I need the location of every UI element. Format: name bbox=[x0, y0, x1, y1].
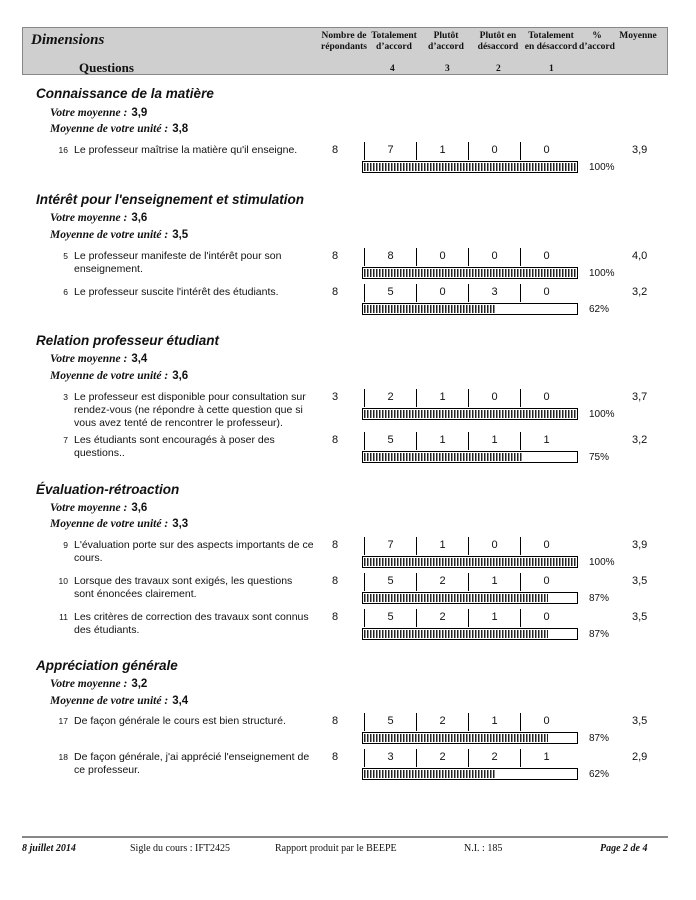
question-number: 3 bbox=[63, 392, 68, 402]
respondent-count: 8 bbox=[331, 715, 339, 727]
footer-course-code: Sigle du cours : IFT2425 bbox=[130, 843, 230, 854]
rather-disagree-count: 1 bbox=[491, 611, 498, 623]
unit-average bbox=[50, 229, 188, 241]
rather-disagree-count-cell bbox=[468, 537, 520, 555]
unit-average bbox=[50, 370, 188, 382]
question-number: 6 bbox=[63, 287, 68, 297]
footer-report-source: Rapport produit par le BEEPE bbox=[275, 843, 397, 854]
totally-disagree-count-cell bbox=[520, 432, 572, 450]
question-number: 11 bbox=[59, 612, 68, 622]
respondent-count: 8 bbox=[331, 575, 339, 587]
totally-agree-count: 3 bbox=[387, 751, 394, 763]
rather-disagree-count: 1 bbox=[491, 575, 498, 587]
unit-average-value: 3,3 bbox=[172, 518, 189, 530]
your-average-value: 3,2 bbox=[131, 678, 148, 690]
your-average-value: 3,6 bbox=[131, 212, 148, 224]
respondent-count: 8 bbox=[331, 144, 339, 156]
totally-agree-count: 8 bbox=[387, 250, 394, 262]
rather-agree-count-cell bbox=[416, 537, 468, 555]
question-row bbox=[0, 391, 696, 431]
percent-agree: 100% bbox=[589, 409, 615, 420]
rather-disagree-count-cell bbox=[468, 248, 520, 266]
totally-disagree-count-cell bbox=[520, 573, 572, 591]
percent-agree: 62% bbox=[589, 769, 610, 780]
totally-agree-count: 2 bbox=[387, 391, 394, 403]
rather-agree-count: 2 bbox=[439, 715, 446, 727]
agreement-bar-fill bbox=[364, 305, 495, 313]
rather-disagree-count-cell bbox=[468, 573, 520, 591]
your-average bbox=[50, 678, 147, 690]
question-row bbox=[0, 539, 696, 579]
totally-disagree-count-cell bbox=[520, 142, 572, 160]
agreement-bar-fill bbox=[364, 453, 523, 461]
your-average bbox=[50, 107, 147, 119]
totally-agree-count-cell bbox=[364, 284, 416, 302]
rather-agree-count-cell bbox=[416, 389, 468, 407]
question-row bbox=[0, 144, 696, 184]
rather-disagree-count: 1 bbox=[491, 434, 498, 446]
unit-average-label: Moyenne de votre unité : bbox=[50, 370, 169, 382]
agreement-bar-fill bbox=[364, 734, 548, 742]
question-mean: 2,9 bbox=[632, 751, 648, 763]
question-row bbox=[0, 286, 696, 326]
totally-disagree-count: 0 bbox=[543, 144, 550, 156]
rather-disagree-count-cell bbox=[468, 749, 520, 767]
totally-agree-count-cell bbox=[364, 749, 416, 767]
rather-agree-count: 0 bbox=[439, 286, 446, 298]
agreement-bar bbox=[362, 592, 578, 604]
rather-disagree-count: 2 bbox=[491, 751, 498, 763]
rather-disagree-count-cell bbox=[468, 432, 520, 450]
col-rather-disagree-score: 2 bbox=[496, 64, 501, 74]
agreement-bar bbox=[362, 628, 578, 640]
question-row bbox=[0, 715, 696, 755]
questions-heading: Questions bbox=[79, 60, 134, 75]
percent-agree: 75% bbox=[589, 452, 610, 463]
rather-agree-count-cell bbox=[416, 713, 468, 731]
question-mean: 3,7 bbox=[632, 391, 648, 403]
rather-disagree-count: 0 bbox=[491, 144, 498, 156]
footer-page-number: Page 2 de 4 bbox=[600, 843, 648, 854]
your-average-label: Votre moyenne : bbox=[50, 353, 128, 365]
rather-agree-count-cell bbox=[416, 609, 468, 627]
totally-agree-count-cell bbox=[364, 609, 416, 627]
agreement-bar bbox=[362, 303, 578, 315]
rather-disagree-count-cell bbox=[468, 142, 520, 160]
question-row bbox=[0, 611, 696, 651]
agreement-bar-fill bbox=[364, 558, 576, 566]
col-mean: Moyenne bbox=[619, 31, 657, 41]
totally-disagree-count: 1 bbox=[543, 434, 550, 446]
totally-agree-count: 5 bbox=[387, 715, 394, 727]
unit-average-label: Moyenne de votre unité : bbox=[50, 518, 169, 530]
totally-agree-count: 5 bbox=[387, 434, 394, 446]
totally-agree-count-cell bbox=[364, 713, 416, 731]
respondent-count: 3 bbox=[331, 391, 339, 403]
totally-disagree-count-cell bbox=[520, 284, 572, 302]
agreement-bar bbox=[362, 732, 578, 744]
unit-average-value: 3,8 bbox=[172, 123, 189, 135]
percent-agree: 100% bbox=[589, 268, 615, 279]
agreement-bar bbox=[362, 408, 578, 420]
totally-agree-count: 5 bbox=[387, 575, 394, 587]
col-totally-agree: Totalement d’accord bbox=[371, 31, 417, 52]
col-rather-agree-score: 3 bbox=[445, 64, 450, 74]
unit-average-label: Moyenne de votre unité : bbox=[50, 695, 169, 707]
percent-agree: 62% bbox=[589, 304, 610, 315]
rather-disagree-count: 1 bbox=[491, 715, 498, 727]
question-number: 18 bbox=[58, 752, 68, 762]
section-title: Intérêt pour l'enseignement et stimulation bbox=[36, 192, 304, 207]
rather-agree-count-cell bbox=[416, 432, 468, 450]
your-average-value: 3,9 bbox=[131, 107, 148, 119]
question-text: Le professeur manifeste de l'intérêt pour son enseignement. bbox=[74, 250, 282, 275]
rather-disagree-count: 3 bbox=[491, 286, 498, 298]
totally-disagree-count-cell bbox=[520, 248, 572, 266]
question-text: Les critères de correction des travaux sont connus des étudiants. bbox=[74, 611, 309, 636]
rather-disagree-count-cell bbox=[468, 713, 520, 731]
footer-date: 8 juillet 2014 bbox=[22, 843, 76, 854]
totally-disagree-count: 0 bbox=[543, 286, 550, 298]
section-title: Relation professeur étudiant bbox=[36, 333, 220, 348]
rather-agree-count-cell bbox=[416, 248, 468, 266]
question-number: 17 bbox=[58, 716, 68, 726]
agreement-bar-fill bbox=[364, 410, 576, 418]
question-text: L'évaluation porte sur des aspects importants de ce cours. bbox=[74, 539, 314, 564]
totally-agree-count: 7 bbox=[387, 539, 394, 551]
your-average bbox=[50, 502, 147, 514]
question-mean: 4,0 bbox=[632, 250, 648, 262]
rather-agree-count-cell bbox=[416, 573, 468, 591]
respondent-count: 8 bbox=[331, 250, 339, 262]
dimensions-heading: Dimensions bbox=[31, 32, 105, 48]
question-row bbox=[0, 751, 696, 791]
totally-disagree-count: 0 bbox=[543, 575, 550, 587]
agreement-bar-fill bbox=[364, 594, 548, 602]
percent-agree: 100% bbox=[589, 162, 615, 173]
question-text: Lorsque des travaux sont exigés, les questions sont énoncées clairement. bbox=[74, 575, 293, 600]
rather-agree-count: 2 bbox=[439, 751, 446, 763]
agreement-bar-fill bbox=[364, 770, 495, 778]
totally-disagree-count-cell bbox=[520, 713, 572, 731]
col-totally-agree-score: 4 bbox=[390, 64, 395, 74]
footer-ni: N.I. : 185 bbox=[464, 843, 503, 854]
your-average-label: Votre moyenne : bbox=[50, 107, 128, 119]
rather-agree-count: 1 bbox=[439, 434, 446, 446]
unit-average-value: 3,6 bbox=[172, 370, 189, 382]
col-totally-disagree: Totalement en désaccord bbox=[524, 31, 578, 52]
rather-disagree-count: 0 bbox=[491, 391, 498, 403]
unit-average bbox=[50, 123, 188, 135]
rather-agree-count: 1 bbox=[439, 539, 446, 551]
question-mean: 3,2 bbox=[632, 286, 648, 298]
question-number: 5 bbox=[63, 251, 68, 261]
col-rather-agree: Plutôt d’accord bbox=[428, 31, 464, 52]
col-rather-disagree: Plutôt en désaccord bbox=[477, 31, 519, 52]
totally-disagree-count: 0 bbox=[543, 250, 550, 262]
your-average bbox=[50, 212, 147, 224]
your-average-label: Votre moyenne : bbox=[50, 212, 128, 224]
rather-agree-count: 0 bbox=[439, 250, 446, 262]
question-number: 7 bbox=[63, 435, 68, 445]
rather-agree-count-cell bbox=[416, 749, 468, 767]
totally-disagree-count: 0 bbox=[543, 715, 550, 727]
question-mean: 3,2 bbox=[632, 434, 648, 446]
percent-agree: 87% bbox=[589, 629, 610, 640]
agreement-bar bbox=[362, 451, 578, 463]
totally-disagree-count-cell bbox=[520, 389, 572, 407]
totally-disagree-count: 0 bbox=[543, 611, 550, 623]
rather-agree-count: 2 bbox=[439, 611, 446, 623]
totally-disagree-count-cell bbox=[520, 609, 572, 627]
totally-disagree-count: 0 bbox=[543, 539, 550, 551]
section-title: Évaluation-rétroaction bbox=[36, 482, 180, 497]
question-text: De façon générale, j'ai apprécié l'enseignement de ce professeur. bbox=[74, 751, 310, 776]
totally-agree-count-cell bbox=[364, 389, 416, 407]
totally-agree-count-cell bbox=[364, 432, 416, 450]
your-average-value: 3,4 bbox=[131, 353, 148, 365]
question-mean: 3,5 bbox=[632, 715, 648, 727]
unit-average bbox=[50, 518, 188, 530]
agreement-bar bbox=[362, 267, 578, 279]
agreement-bar-fill bbox=[364, 163, 576, 171]
section-title: Connaissance de la matière bbox=[36, 86, 214, 101]
totally-disagree-count-cell bbox=[520, 749, 572, 767]
unit-average bbox=[50, 695, 188, 707]
rather-agree-count-cell bbox=[416, 142, 468, 160]
question-text: Le professeur est disponible pour consultation sur rendez-vous (ne répondre à cette question que si vous avez tenté de rencontrer le professeur). bbox=[74, 391, 306, 429]
respondent-count: 8 bbox=[331, 434, 339, 446]
col-percent-agree: % d’accord bbox=[579, 31, 615, 52]
totally-agree-count: 5 bbox=[387, 286, 394, 298]
question-number: 9 bbox=[63, 540, 68, 550]
totally-agree-count-cell bbox=[364, 537, 416, 555]
question-row bbox=[0, 434, 696, 474]
rather-disagree-count-cell bbox=[468, 389, 520, 407]
unit-average-label: Moyenne de votre unité : bbox=[50, 229, 169, 241]
table-header bbox=[22, 27, 668, 75]
page-footer bbox=[22, 836, 668, 860]
question-text: Le professeur maîtrise la matière qu'il enseigne. bbox=[74, 144, 298, 156]
question-row bbox=[0, 575, 696, 615]
agreement-bar-fill bbox=[364, 630, 548, 638]
your-average-label: Votre moyenne : bbox=[50, 502, 128, 514]
rather-agree-count: 2 bbox=[439, 575, 446, 587]
question-number: 10 bbox=[58, 576, 68, 586]
rather-disagree-count-cell bbox=[468, 609, 520, 627]
unit-average-label: Moyenne de votre unité : bbox=[50, 123, 169, 135]
your-average-label: Votre moyenne : bbox=[50, 678, 128, 690]
question-mean: 3,9 bbox=[632, 144, 648, 156]
section-title: Appréciation générale bbox=[36, 658, 178, 673]
percent-agree: 87% bbox=[589, 593, 610, 604]
unit-average-value: 3,4 bbox=[172, 695, 189, 707]
agreement-bar bbox=[362, 161, 578, 173]
rather-agree-count-cell bbox=[416, 284, 468, 302]
col-respondents: Nombre de répondants bbox=[321, 31, 367, 52]
rather-agree-count: 1 bbox=[439, 144, 446, 156]
question-mean: 3,5 bbox=[632, 575, 648, 587]
totally-agree-count-cell bbox=[364, 248, 416, 266]
your-average-value: 3,6 bbox=[131, 502, 148, 514]
rather-disagree-count-cell bbox=[468, 284, 520, 302]
respondent-count: 8 bbox=[331, 539, 339, 551]
respondent-count: 8 bbox=[331, 611, 339, 623]
totally-agree-count: 5 bbox=[387, 611, 394, 623]
totally-disagree-count: 1 bbox=[543, 751, 550, 763]
respondent-count: 8 bbox=[331, 286, 339, 298]
question-number: 16 bbox=[58, 145, 68, 155]
totally-agree-count-cell bbox=[364, 142, 416, 160]
totally-disagree-count-cell bbox=[520, 537, 572, 555]
totally-disagree-count: 0 bbox=[543, 391, 550, 403]
question-mean: 3,5 bbox=[632, 611, 648, 623]
percent-agree: 100% bbox=[589, 557, 615, 568]
your-average bbox=[50, 353, 147, 365]
totally-agree-count: 7 bbox=[387, 144, 394, 156]
agreement-bar bbox=[362, 768, 578, 780]
percent-agree: 87% bbox=[589, 733, 610, 744]
rather-disagree-count: 0 bbox=[491, 539, 498, 551]
question-text: De façon générale le cours est bien structuré. bbox=[74, 715, 286, 727]
col-totally-disagree-score: 1 bbox=[549, 64, 554, 74]
question-text: Le professeur suscite l'intérêt des étudiants. bbox=[74, 286, 279, 298]
rather-agree-count: 1 bbox=[439, 391, 446, 403]
totally-agree-count-cell bbox=[364, 573, 416, 591]
unit-average-value: 3,5 bbox=[172, 229, 189, 241]
agreement-bar bbox=[362, 556, 578, 568]
rather-disagree-count: 0 bbox=[491, 250, 498, 262]
respondent-count: 8 bbox=[331, 751, 339, 763]
question-text: Les étudiants sont encouragés à poser des questions.. bbox=[74, 434, 275, 459]
question-mean: 3,9 bbox=[632, 539, 648, 551]
question-row bbox=[0, 250, 696, 290]
agreement-bar-fill bbox=[364, 269, 576, 277]
